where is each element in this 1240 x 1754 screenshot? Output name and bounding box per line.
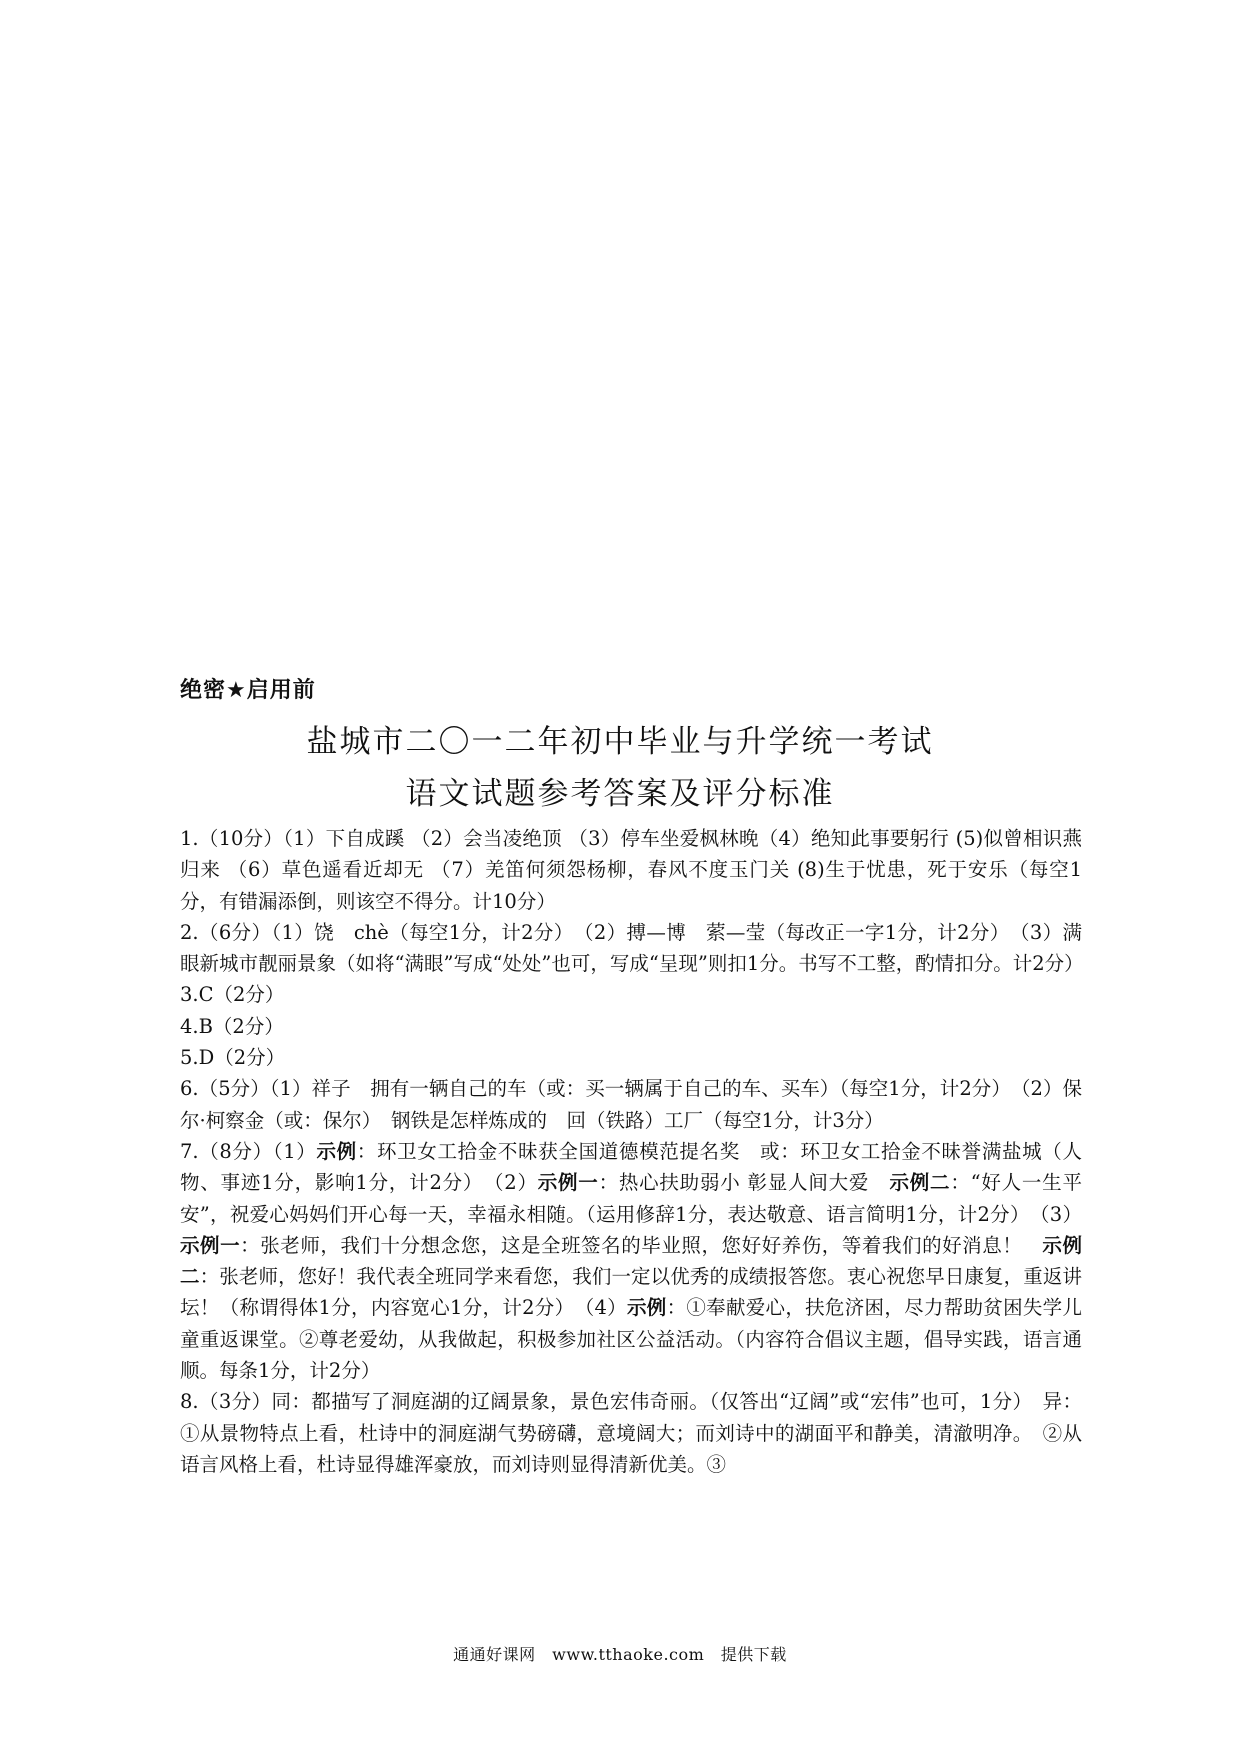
answer-q4: 4.B（2分） xyxy=(180,1014,284,1038)
exam-subtitle: 语文试题参考答案及评分标准 xyxy=(405,776,835,812)
q7-example-label-4: 示例一 xyxy=(180,1233,241,1257)
q7-text-4: ：“好人一生平安”，祝爱心妈妈们开心每一天，幸福永相随。（运用修辞1分，表达敬意、语言简明1分，计2分） （3） xyxy=(180,1171,1082,1226)
q7-text-7: ：①奉献爱心，扶危济困，尽力帮助贫困失学儿童重返课堂。②尊老爱幼，从我做起，积极参加社区公益活动。（内容符合倡议主题，倡导实践，语言通顺。每条1分，计2分） xyxy=(180,1296,1082,1383)
q7-example-label-5: 示例二 xyxy=(180,1233,1082,1289)
answer-q8: 8.（3分）同：都描写了洞庭湖的辽阔景象，景色宏伟奇丽。（仅答出“辽阔”或“宏伟”也可，1分） 异：①从景物特点上看，杜诗中的洞庭湖气势磅礴，意境阔大；而刘诗中的湖面平和静美，清澈明净。 ②从语言风格上看，杜诗显得雄浑豪放，而刘诗则显得清新优美。③ xyxy=(180,1390,1082,1476)
q7-text-1: 7.（8分）（1） xyxy=(180,1139,317,1163)
q7-example-label-6: 示例 xyxy=(626,1296,667,1320)
q7-text-2: ：环卫女工拾金不昧获全国道德模范提名奖 或：环卫女工拾金不昧誉满盐城（人物、事迹1分，影响1分，计2分） （2） xyxy=(180,1139,1082,1195)
secret-label: 绝密★启用前 xyxy=(180,678,316,703)
q7-text-6: ：张老师，您好！我代表全班同学来看您，我们一定以优秀的成绩报答您。衷心祝您早日康复，重返讲坛！（称谓得体1分，内容宽心1分，计2分） （4） xyxy=(180,1265,1082,1320)
answer-q2: 2.（6分）（1）饶 chè（每空1分，计2分） （2）搏—博 萦—莹（每改正一字1分，计2分） （3）满眼新城市靓丽景象（如将“满眼”写成“处处”也可，写成“呈现”则扣1分。书写不工整，酌情扣分。计2分） xyxy=(180,920,1084,976)
exam-title: 盐城市二〇一二年初中毕业与升学统一考试 xyxy=(306,724,934,760)
answer-q6: 6.（5分）（1）祥子 拥有一辆自己的车（或：买一辆属于自己的车、买车）（每空1分，计2分） （2）保尔·柯察金（或：保尔） 钢铁是怎样炼成的 回（铁路）工厂（每空1分，计3分） xyxy=(180,1077,1082,1132)
q7-example-label-2: 示例一 xyxy=(537,1171,599,1195)
page-footer: 通通好课网 www.tthaoke.com 提供下载 xyxy=(453,1645,787,1664)
answer-q1: 1.（10分）（1）下自成蹊 （2）会当凌绝顶 （3）停车坐爱枫林晚（4）绝知此事要躬行 (5)似曾相识燕归来 （6）草色遥看近却无 （7）羌笛何须怨杨柳，春风不度玉门关 (8)生于忧患，死于安乐（每空1分，有错漏添倒，则该空不得分。计10分） xyxy=(180,827,1082,913)
q7-text-3: ：热心扶助弱小 彰显人间大爱 xyxy=(598,1171,890,1195)
q7-example-label-1: 示例 xyxy=(316,1139,357,1163)
q7-example-label-3: 示例二 xyxy=(889,1171,951,1195)
answer-body xyxy=(180,823,1082,1480)
answer-q3: 3.C（2分） xyxy=(180,983,285,1007)
answer-q5: 5.D（2分） xyxy=(180,1046,286,1070)
q7-text-5: ：张老师，我们十分想念您，这是全班签名的毕业照，您好好养伤，等着我们的好消息！ xyxy=(240,1233,1043,1257)
answer-q7 xyxy=(180,1136,1082,1386)
